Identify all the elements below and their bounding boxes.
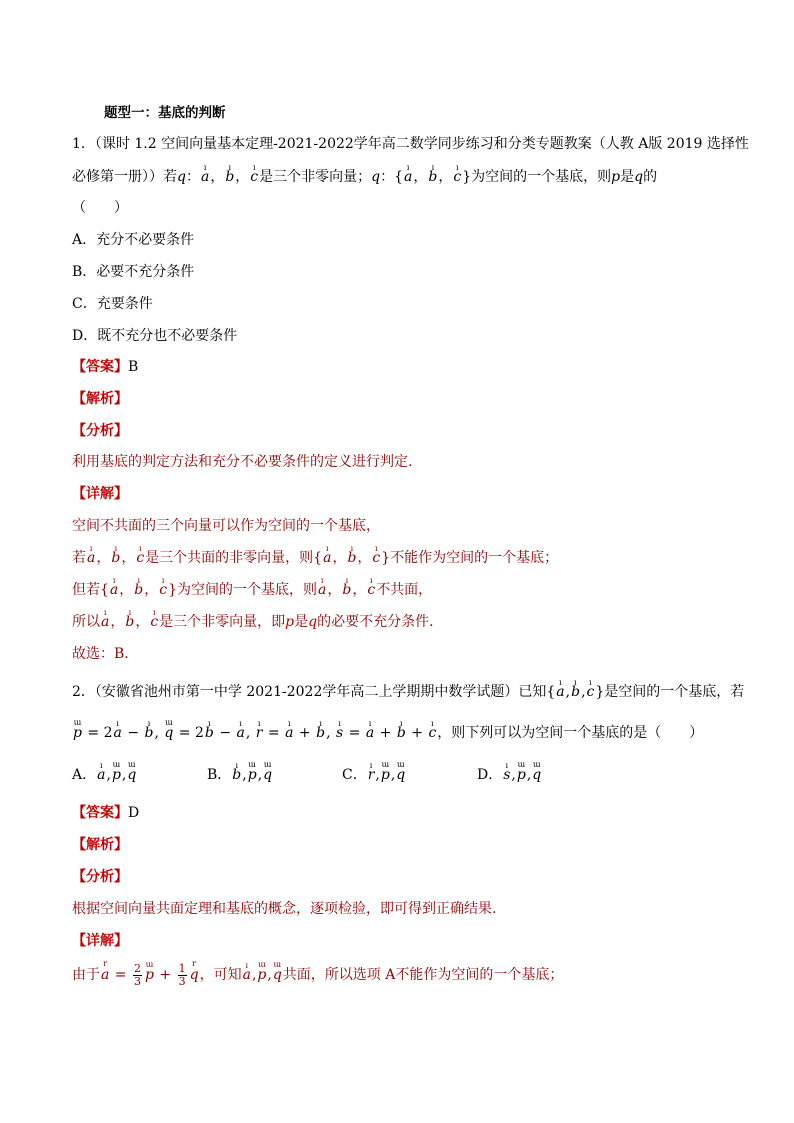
q1-fenxi-text: 利用基底的判定方法和充分不必要条件的定义进行判定. [72,454,413,470]
q1-fenxi-label: 【分析】 [72,423,128,439]
q2-option-c: C．ı r,ɯ p,ɯ q [342,766,477,784]
q1-option-d: D．既不充分也不必要条件 [72,328,238,344]
q2-stem-line1: 2．（安徽省池州市第一中学 2021-2022学年高二上学期期中数学试题）已知{ı a,ı b,ı c}是空间的一个基底，若 [72,683,744,701]
q1-conclusion: 故选：B. [72,646,129,662]
q1-detail-line3: 但若{ı a，ı b，ı c}为空间的一个基底，则ı a，ı b，ı c不共面， [72,581,432,599]
q2-detail-line1: 由于r a = $\frac{2}{3}$ ɯ p + $\frac{1}{3}$ r q，可知ı a,ɯ p,ɯ q共面，所以选项 A不能作为空间的一个基底； [72,962,563,988]
q1-answer: 【答案】B [72,359,139,375]
q1-detail-line1: 空间不共面的三个向量可以作为空间的一个基底， [72,518,380,534]
q2-option-d: D．ı s,ɯ p,ɯ q [477,766,612,784]
q1-option-c: C．充要条件 [72,296,153,312]
q2-fenxi-text: 根据空间向量共面定理和基底的概念，逐项检验，即可得到正确结果. [72,901,497,917]
q2-option-b: B．ı b,ɯ p,ɯ q [207,766,342,784]
q2-analysis-label: 【解析】 [72,837,128,853]
q2-fenxi-label: 【分析】 [72,869,128,885]
q2-stem-line2: ɯ p = 2ı a − ı b, ɯ q = 2ı b − ı a, ı r = ı a + ı b, ı s = ı a + ı b + ı c，则下列可以为空间一个基底的是（ ） [72,724,703,742]
q1-option-a: A．充分不必要条件 [72,232,195,248]
q2-option-a: A．ı a,ɯ p,ɯ q [72,766,207,784]
q2-answer: 【答案】D [72,805,140,821]
q1-detail-line4: 所以ı a，ı b，ı c是三个非零向量，即p是q的必要不充分条件. [72,613,434,631]
q1-stem-line1: 1．（课时 1.2 空间向量基本定理-2021-2022学年高二数学同步练习和分类专题教案（人教 A版 2019 选择性 [72,136,749,152]
q2-detail-label: 【详解】 [72,933,128,949]
q1-detail-line2: 若ı a，ı b，ı c是三个共面的非零向量，则{ı a，ı b，ı c}不能作为空间的一个基底； [72,549,558,567]
section-heading: 题型一：基底的判断 [104,105,226,121]
q1-blank: （ ） [72,200,128,216]
q2-options [72,766,612,784]
q1-option-b: B．必要不充分条件 [72,264,195,280]
q1-analysis-label: 【解析】 [72,391,128,407]
q1-stem-line2: 必修第一册））若q：ı a，ı b，ı c是三个非零向量；q：{ı a，ı b，ı c}为空间的一个基底，则p是q的 [72,168,657,186]
q1-detail-label: 【详解】 [72,486,128,502]
